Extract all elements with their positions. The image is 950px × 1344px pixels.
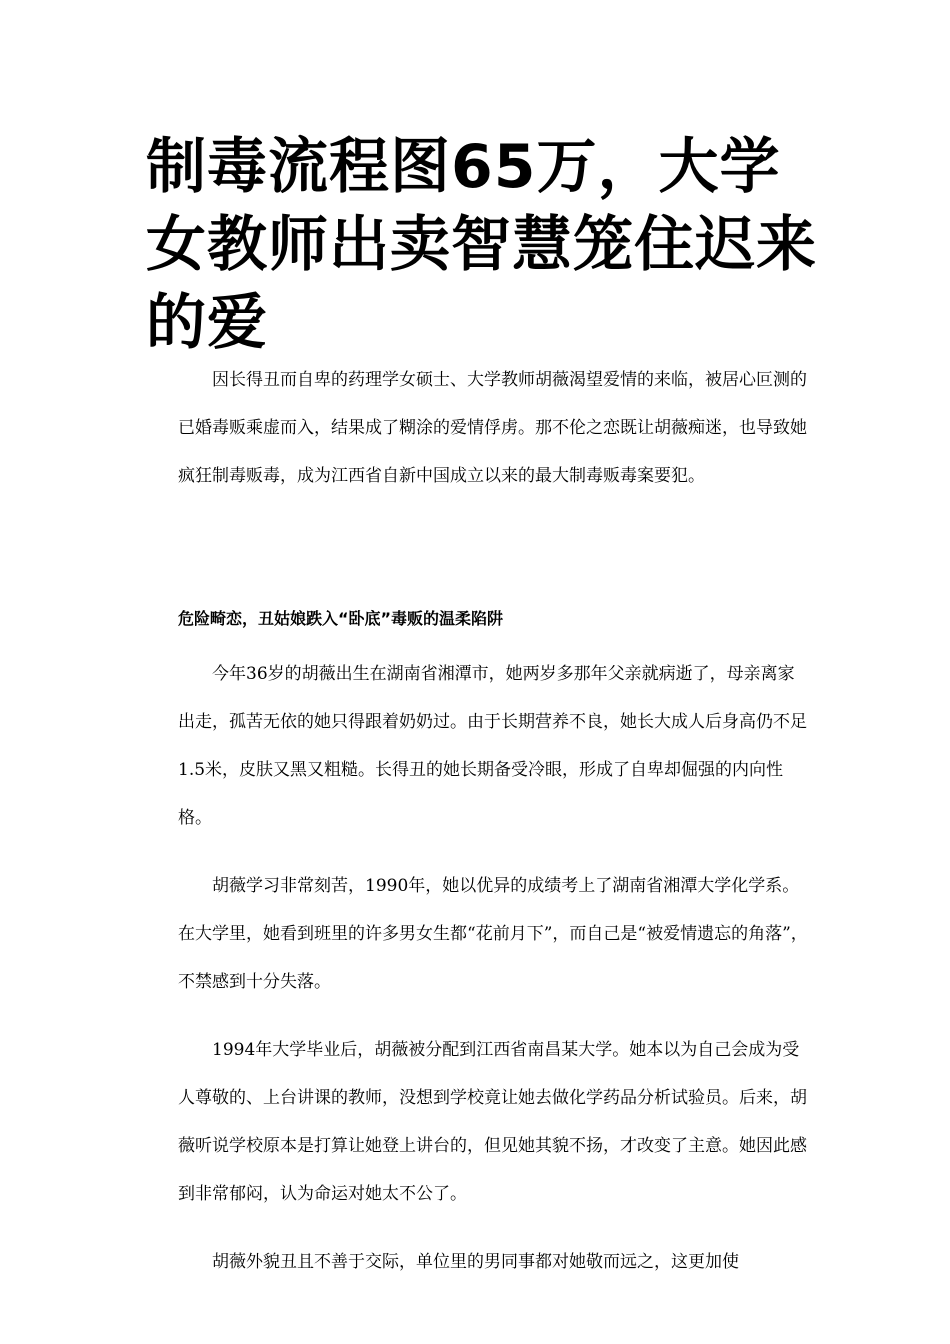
paragraph: 胡薇外貌丑且不善于交际，单位里的男同事都对她敬而远之，这更加使: [212, 1252, 739, 1272]
section-body: [178, 650, 810, 1306]
document-title: 制毒流程图65万，大学女教师出卖智慧笼住迟来的爱: [146, 132, 817, 358]
paragraph: 1994年大学毕业后，胡薇被分配到江西省南昌某大学。她本以为自己会成为受人尊敬的、上台讲课的教师，没想到学校竟让她去做化学药品分析试验员。后来，胡薇听说学校原本是打算让她登上讲台的，但见她其貌不扬，才改变了主意。她因此感到非常郁闷，认为命运对她太不公了。: [178, 1040, 807, 1204]
paragraph: 胡薇学习非常刻苦，1990年，她以优异的成绩考上了湖南省湘潭大学化学系。在大学里，她看到班里的许多男女生都“花前月下”，而自己是“被爱情遗忘的角落”，不禁感到十分失落。: [178, 876, 808, 992]
intro-block: [178, 356, 810, 500]
intro-paragraph: 因长得丑而自卑的药理学女硕士、大学教师胡薇渴望爱情的来临，被居心叵测的已婚毒贩乘虚而入，结果成了糊涂的爱情俘虏。那不伦之恋既让胡薇痴迷，也导致她疯狂制毒贩毒，成为江西省自新中国成立以来的最大制毒贩毒案要犯。: [178, 370, 807, 486]
section-heading: 危险畸恋，丑姑娘跌入“卧底”毒贩的温柔陷阱: [178, 609, 504, 628]
paragraph: 今年36岁的胡薇出生在湖南省湘潭市，她两岁多那年父亲就病逝了，母亲离家出走，孤苦无依的她只得跟着奶奶过。由于长期营养不良，她长大成人后身高仍不足1.5米，皮肤又黑又粗糙。长得丑的她长期备受冷眼，形成了自卑却倔强的内向性格。: [178, 664, 807, 828]
